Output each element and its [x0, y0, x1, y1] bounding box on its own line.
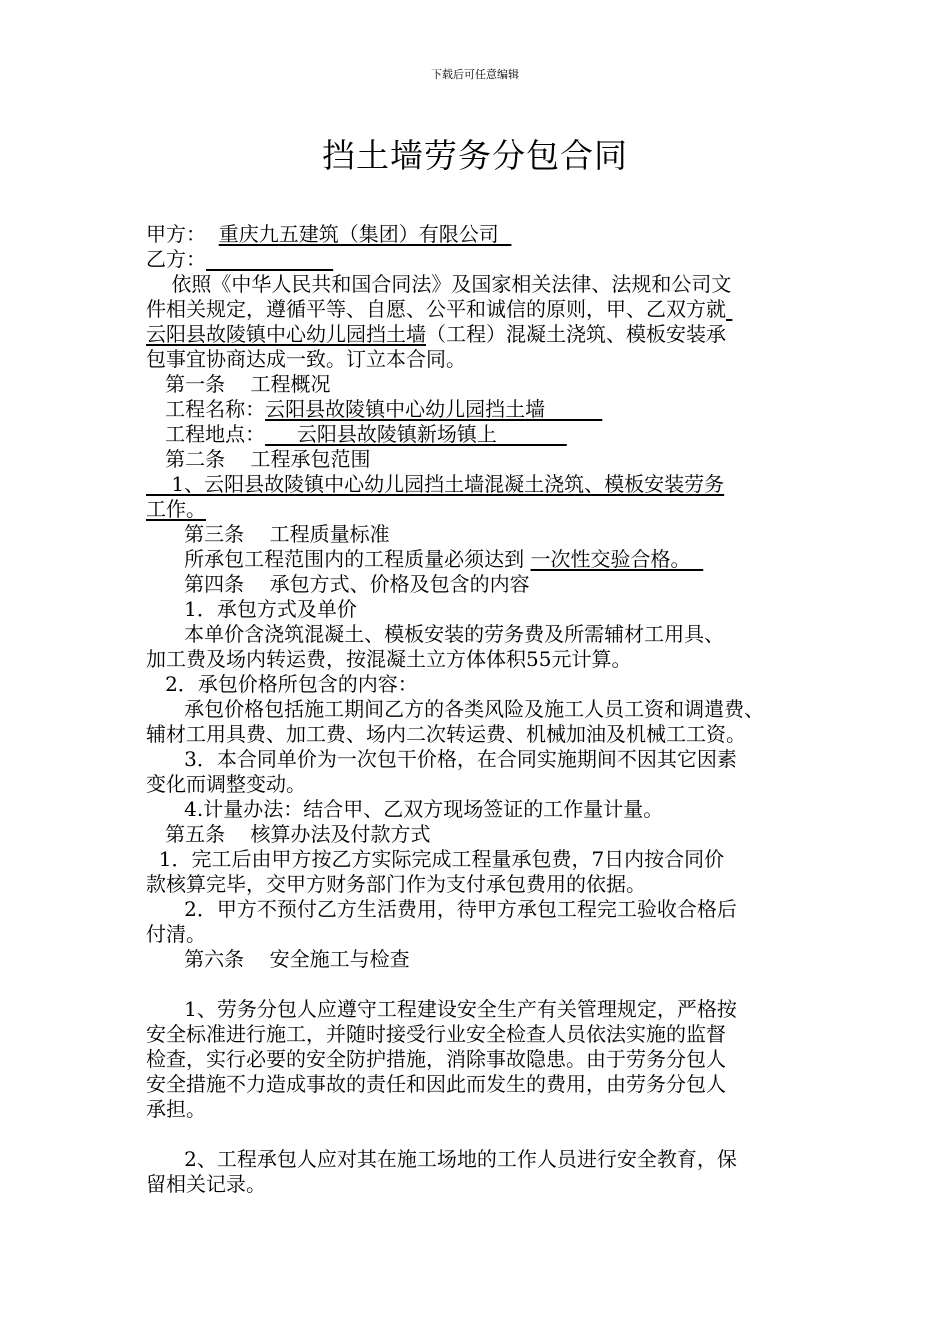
blank-line [146, 972, 846, 997]
underlined-text: 云阳县故陵镇新场镇上 [265, 422, 567, 446]
header-note: 下载后可任意编辑 [431, 68, 519, 81]
line-text: 所承包工程范围内的工程质量必须达到 [146, 547, 531, 571]
line-text: 承担。 [146, 1097, 206, 1121]
line-text: 2．甲方不预付乙方生活费用，待甲方承包工程完工验收合格后 [146, 897, 737, 921]
line-text: 款核算完毕，交甲方财务部门作为支付承包费用的依据。 [146, 872, 646, 896]
line-text: 本单价含浇筑混凝土、模板安装的劳务费及所需辅材工用具、 [146, 622, 725, 646]
body-line [146, 272, 846, 297]
line-text: 第六条 安全施工与检查 [146, 947, 410, 971]
body-line [146, 947, 846, 972]
body-line [146, 697, 846, 722]
body-line [146, 672, 846, 697]
body-line [146, 897, 846, 922]
line-text: 第二条 工程承包范围 [146, 447, 371, 471]
blank-line [146, 1122, 846, 1147]
body-line [146, 772, 846, 797]
body-line [146, 797, 846, 822]
underlined-text: 1、云阳县故陵镇中心幼儿园挡土墙混凝土浇筑、模板安装劳务 [146, 472, 725, 496]
line-text: 依照《中华人民共和国合同法》及国家相关法律、法规和公司文 [146, 272, 732, 296]
underlined-text [206, 247, 333, 271]
underlined-text: 工作。 [146, 497, 206, 521]
body-line [146, 522, 846, 547]
body-line [146, 422, 846, 447]
body-line [146, 1022, 846, 1047]
body-line [146, 1147, 846, 1172]
line-text: 辅材工用具费、加工费、场内二次转运费、机械加油及机械工工资。 [146, 722, 746, 746]
body-line [146, 222, 846, 247]
line-text: 安全措施不力造成事故的责任和因此而发生的费用，由劳务分包人 [146, 1072, 726, 1096]
underlined-text: 云阳县故陵镇中心幼儿园挡土墙 [146, 322, 426, 346]
line-text: 1．完工后由甲方按乙方实际完成工程量承包费，7日内按合同价 [146, 847, 725, 871]
body-line [146, 297, 846, 322]
line-text: 件相关规定，遵循平等、自愿、公平和诚信的原则，甲、乙双方就 [146, 297, 726, 321]
line-text: 第四条 承包方式、价格及包含的内容 [146, 572, 530, 596]
body-line [146, 572, 846, 597]
underlined-text: 重庆九五建筑（集团）有限公司 [218, 222, 512, 246]
body-line [146, 822, 846, 847]
body-line [146, 347, 846, 372]
line-text: 工程地点： [146, 422, 266, 446]
body-line [146, 1097, 846, 1122]
line-text: 承包价格包括施工期间乙方的各类风险及施工人员工资和调遣费、 [146, 697, 765, 721]
body-line [146, 372, 846, 397]
body-line [146, 447, 846, 472]
body-line [146, 997, 846, 1022]
line-text: 1、劳务分包人应遵守工程建设安全生产有关管理规定，严格按 [146, 997, 737, 1021]
body-line [146, 1172, 846, 1197]
body-line [146, 922, 846, 947]
underlined-text: 一次性交验合格。 [530, 547, 704, 571]
line-text: 工程名称： [146, 397, 266, 421]
line-text: 第一条 工程概况 [146, 372, 331, 396]
body-line [146, 1047, 846, 1072]
line-text: 2．承包价格所包含的内容： [146, 672, 418, 696]
line-text: 4.计量办法：结合甲、乙双方现场签证的工作量计量。 [146, 797, 664, 821]
body-line [146, 547, 846, 572]
line-text: 留相关记录。 [146, 1172, 266, 1196]
body-line [146, 1072, 846, 1097]
underlined-text [726, 297, 732, 321]
line-text: 付清。 [146, 922, 206, 946]
line-text: （工程）混凝土浇筑、模板安装承 [426, 322, 726, 346]
line-text: 2、工程承包人应对其在施工场地的工作人员进行安全教育，保 [146, 1147, 737, 1171]
line-text: 3．本合同单价为一次包干价格，在合同实施期间不因其它因素 [146, 747, 737, 771]
line-text: 甲方： [146, 222, 219, 246]
line-text: 第三条 工程质量标准 [146, 522, 390, 546]
body-line [146, 747, 846, 772]
line-text: 安全标准进行施工，并随时接受行业安全检查人员依法实施的监督 [146, 1022, 726, 1046]
body-line [146, 722, 846, 747]
body-line [146, 247, 846, 272]
line-text: 变化而调整变动。 [146, 772, 306, 796]
underlined-text: 云阳县故陵镇中心幼儿园挡土墙 [265, 397, 603, 421]
body-line [146, 847, 846, 872]
body-line [146, 472, 846, 497]
body-line [146, 622, 846, 647]
line-text: 1．承包方式及单价 [146, 597, 357, 621]
body-line [146, 647, 846, 672]
body-line [146, 322, 846, 347]
line-text: 加工费及场内转运费，按混凝土立方体体积55元计算。 [146, 647, 632, 671]
body-line [146, 872, 846, 897]
body-line [146, 397, 846, 422]
body-line [146, 597, 846, 622]
body-line [146, 497, 846, 522]
document-title: 挡土墙劳务分包合同 [322, 136, 628, 175]
line-text: 乙方： [146, 247, 206, 271]
line-text: 第五条 核算办法及付款方式 [146, 822, 431, 846]
line-text: 检查，实行必要的安全防护措施，消除事故隐患。由于劳务分包人 [146, 1047, 726, 1071]
line-text: 包事宜协商达成一致。订立本合同。 [146, 347, 466, 371]
contract-body [146, 222, 846, 1197]
